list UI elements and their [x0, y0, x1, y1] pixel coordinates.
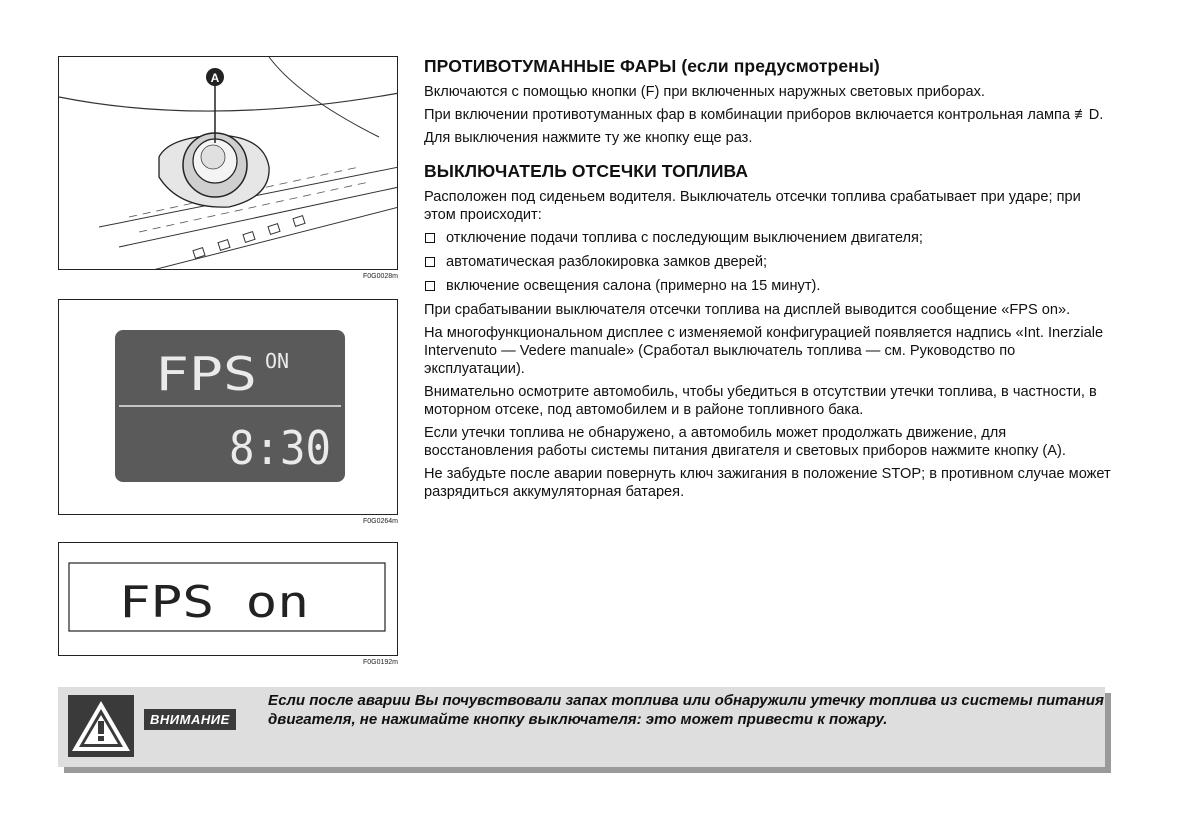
list-item: автоматическая разблокировка замков дверей; — [424, 253, 1114, 271]
lcd-on-badge: ON — [265, 349, 290, 373]
paragraph: Расположен под сиденьем водителя. Выключатель отсечки топлива срабатывает при ударе; при этом происходит: — [424, 189, 1081, 223]
paragraph: Не забудьте после аварии повернуть ключ зажигания в положение STOP; в противном случае может разрядиться аккумуляторная батарея. — [424, 466, 1111, 500]
section-title-fog-lights: ПРОТИВОТУМАННЫЕ ФАРЫ (если предусмотрены) — [424, 56, 880, 76]
checkbox-bullet-icon — [425, 233, 435, 243]
figure-code-2: F0G0264m — [362, 518, 398, 525]
lcd-fps-text: FPS — [155, 347, 257, 401]
warning-triangle-icon — [68, 695, 134, 757]
figure-fps-display — [58, 299, 398, 515]
warning-box — [58, 687, 1105, 767]
paragraph: При срабатывании выключателя отсечки топлива на дисплей выводится сообщение «FPS on». — [424, 302, 1071, 318]
figure-code-3: F0G0192m — [362, 659, 398, 666]
paragraph: При включении противотуманных фар в комбинации приборов включается контрольная лампа ≢D. — [424, 107, 1104, 123]
checkbox-bullet-icon — [425, 257, 435, 267]
list-item: отключение подачи топлива с последующим выключением двигателя; — [424, 229, 1114, 247]
paragraph: Включаются с помощью кнопки (F) при включенных наружных световых приборах. — [424, 84, 985, 100]
checkbox-bullet-icon — [425, 281, 435, 291]
figure-fps-on-message — [58, 542, 398, 656]
list-item: включение освещения салона (примерно на 15 минут). — [424, 277, 1114, 295]
paragraph: Если утечки топлива не обнаружено, а автомобиль может продолжать движение, для восстановления работы системы питания двигателя и световых приборов нажмите кнопку (А). — [424, 425, 1066, 459]
switch-drawing — [59, 57, 398, 270]
paragraph: На многофункциональном дисплее с изменяемой конфигурацией появляется надпись «Int. Inerziale Intervenuto — Vedere manuale» (Сработал выключатель топлива — см. Руководство по эксплуатации). — [424, 325, 1104, 377]
warning-label: ВНИМАНИЕ — [144, 709, 236, 730]
warning-text: Если после аварии Вы почувствовали запах топлива или обнаружили утечку топлива из системы питания двигателя, не нажимайте кнопку выключателя: это может привести к пожару. — [268, 692, 1104, 728]
figure-switch-illustration — [58, 56, 398, 270]
bullet-list — [424, 229, 1114, 295]
section-title-fuel-cutoff: ВЫКЛЮЧАТЕЛЬ ОТСЕЧКИ ТОПЛИВА — [424, 161, 749, 181]
message-drawing — [59, 543, 398, 656]
lcd-time: 8:30 — [229, 421, 331, 475]
paragraph: Внимательно осмотрите автомобиль, чтобы убедиться в отсутствии утечки топлива, в частности, в моторном отсеке, под автомобилем и в районе топливного бака. — [424, 384, 1097, 418]
paragraph: Для выключения нажмите ту же кнопку еще раз. — [424, 130, 753, 146]
display-drawing — [59, 300, 398, 515]
callout-a-label: A — [210, 71, 220, 85]
text-column — [424, 56, 1114, 506]
figure-code-1: F0G0028m — [362, 273, 398, 280]
message-text: FPS on — [119, 577, 309, 628]
